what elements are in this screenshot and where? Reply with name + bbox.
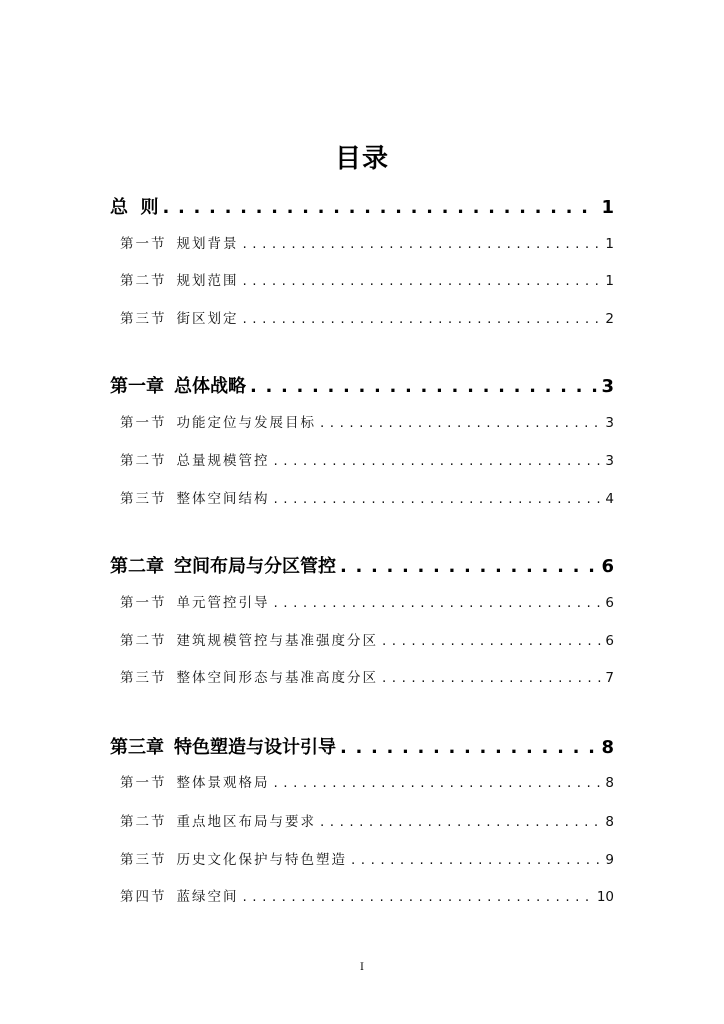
toc-chapter-number: 第二章 bbox=[110, 556, 164, 577]
toc-chapter-title: 空间布局与分区管控 bbox=[174, 556, 336, 577]
toc-section-title: 规划范围 bbox=[176, 273, 239, 289]
toc-section-entry[interactable] bbox=[120, 449, 614, 469]
toc-section-number: 第一节 bbox=[120, 415, 167, 431]
footer-page-number: I bbox=[360, 962, 364, 973]
toc-entry-chapter-3[interactable] bbox=[110, 733, 614, 759]
toc-page-number: 1 bbox=[601, 197, 614, 218]
dot-leader bbox=[274, 595, 602, 611]
dot-leader bbox=[243, 889, 593, 905]
toc-section-entry[interactable] bbox=[120, 666, 614, 686]
toc-section-title: 整体空间结构 bbox=[176, 491, 270, 507]
toc-chapter-label: 总 则 bbox=[110, 197, 159, 218]
toc-page-number: 10 bbox=[596, 889, 614, 905]
toc-chapter-number: 第三章 bbox=[110, 737, 164, 758]
dot-leader bbox=[274, 491, 602, 507]
toc-section-number: 第三节 bbox=[120, 670, 167, 686]
dot-leader bbox=[351, 852, 601, 868]
toc-chapter-number: 第一章 bbox=[110, 376, 164, 397]
toc-section-number: 第二节 bbox=[120, 273, 167, 289]
toc-page-number: 8 bbox=[605, 814, 614, 830]
toc-entry-chapter-2[interactable] bbox=[110, 552, 614, 578]
toc-section-entry[interactable] bbox=[120, 487, 614, 507]
toc-section-number: 第一节 bbox=[120, 775, 167, 791]
toc-page-number: 6 bbox=[605, 633, 614, 649]
toc-section-title: 规划背景 bbox=[176, 236, 239, 252]
toc-section-number: 第二节 bbox=[120, 814, 167, 830]
toc-entry-general-provisions[interactable] bbox=[110, 193, 614, 219]
toc-chapter-title: 特色塑造与设计引导 bbox=[174, 737, 336, 758]
toc-section-entry[interactable] bbox=[120, 629, 614, 649]
toc-section-entry[interactable] bbox=[120, 848, 614, 868]
toc-section-entry[interactable] bbox=[120, 810, 614, 830]
toc-page-number: 6 bbox=[601, 556, 614, 577]
dot-leader bbox=[243, 273, 602, 289]
toc-section-entry[interactable] bbox=[120, 885, 614, 905]
toc-page-number: 9 bbox=[605, 852, 614, 868]
toc-section-entry[interactable] bbox=[120, 411, 614, 431]
toc-section-title: 单元管控引导 bbox=[176, 595, 270, 611]
toc-page-number: 3 bbox=[605, 453, 614, 469]
toc-section-title: 总量规模管控 bbox=[176, 453, 270, 469]
toc-section-number: 第四节 bbox=[120, 889, 167, 905]
toc-page-number: 8 bbox=[601, 737, 614, 758]
toc-section-title: 功能定位与发展目标 bbox=[176, 415, 316, 431]
toc-section-entry[interactable] bbox=[120, 269, 614, 289]
page-title: 目录 bbox=[334, 144, 389, 174]
toc-page-number: 2 bbox=[605, 311, 614, 327]
toc-page-number: 3 bbox=[601, 376, 614, 397]
toc-section-number: 第三节 bbox=[120, 491, 167, 507]
toc-section-entry[interactable] bbox=[120, 591, 614, 611]
toc-section-number: 第三节 bbox=[120, 852, 167, 868]
toc-section-title: 整体景观格局 bbox=[176, 775, 270, 791]
toc-section-number: 第三节 bbox=[120, 311, 167, 327]
dot-leader bbox=[320, 415, 601, 431]
toc-page-number: 6 bbox=[605, 595, 614, 611]
toc-section-title: 蓝绿空间 bbox=[176, 889, 239, 905]
toc-section-title: 历史文化保护与特色塑造 bbox=[176, 852, 347, 868]
dot-leader bbox=[243, 311, 602, 327]
dot-leader bbox=[320, 814, 601, 830]
dot-leader bbox=[274, 775, 602, 791]
dot-leader bbox=[243, 236, 602, 252]
toc-section-number: 第一节 bbox=[120, 236, 167, 252]
dot-leader bbox=[382, 633, 601, 649]
dot-leader bbox=[163, 197, 598, 218]
dot-leader bbox=[382, 670, 601, 686]
dot-leader bbox=[250, 376, 597, 397]
toc-section-number: 第一节 bbox=[120, 595, 167, 611]
dot-leader bbox=[340, 737, 597, 758]
toc-chapter-title: 总体战略 bbox=[174, 376, 246, 397]
toc-section-entry[interactable] bbox=[120, 307, 614, 327]
toc-section-entry[interactable] bbox=[120, 771, 614, 791]
toc-section-number: 第二节 bbox=[120, 633, 167, 649]
dot-leader bbox=[274, 453, 602, 469]
dot-leader bbox=[340, 556, 597, 577]
toc-section-title: 街区划定 bbox=[176, 311, 239, 327]
toc-section-title: 建筑规模管控与基准强度分区 bbox=[176, 633, 378, 649]
toc-page-number: 3 bbox=[605, 415, 614, 431]
toc-section-entry[interactable] bbox=[120, 232, 614, 252]
toc-section-title: 整体空间形态与基准高度分区 bbox=[176, 670, 378, 686]
toc-page-number: 4 bbox=[605, 491, 614, 507]
toc-section-title: 重点地区布局与要求 bbox=[176, 814, 316, 830]
toc-page-number: 7 bbox=[605, 670, 614, 686]
toc-page-number: 1 bbox=[605, 273, 614, 289]
toc-entry-chapter-1[interactable] bbox=[110, 372, 614, 398]
toc-page-number: 8 bbox=[605, 775, 614, 791]
toc-page-number: 1 bbox=[605, 236, 614, 252]
toc-section-number: 第二节 bbox=[120, 453, 167, 469]
